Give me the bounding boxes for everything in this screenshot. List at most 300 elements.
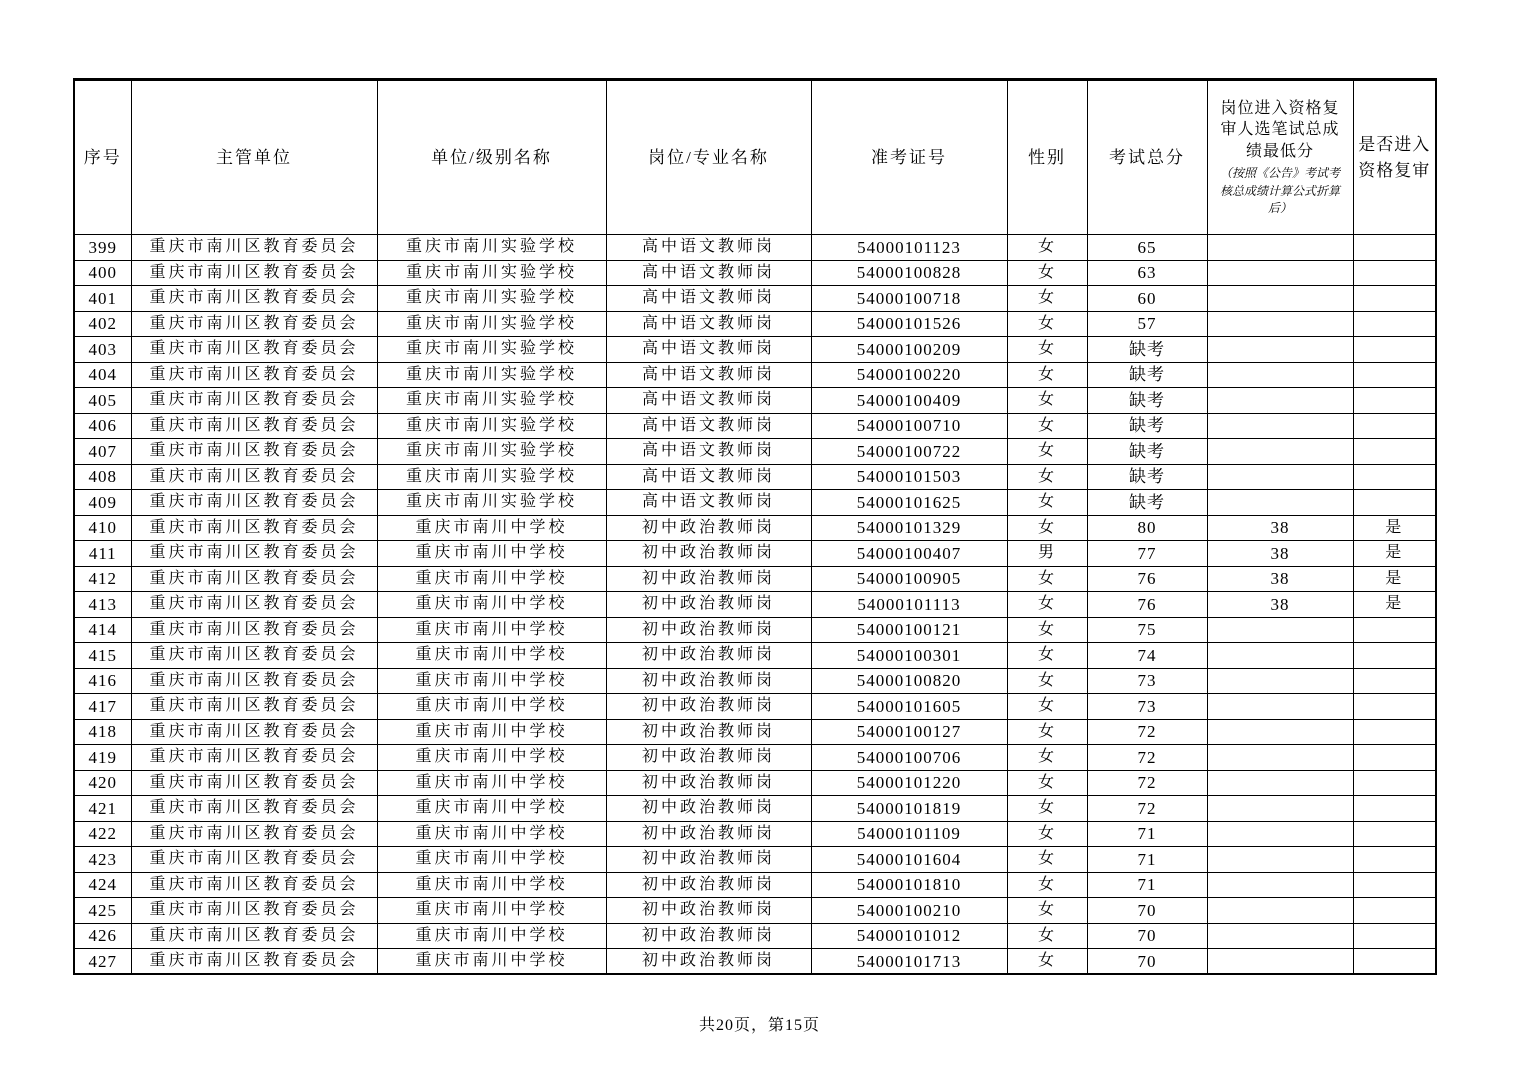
table-cell: 72 — [1087, 745, 1207, 771]
table-cell: 重庆市南川区教育委员会 — [131, 260, 377, 286]
table-cell: 初中政治教师岗 — [606, 770, 811, 796]
table-body — [74, 235, 1436, 975]
table-cell: 54000101113 — [811, 592, 1007, 618]
table-cell: 高中语文教师岗 — [606, 337, 811, 363]
table-cell — [1207, 337, 1353, 363]
table-cell: 405 — [74, 388, 131, 414]
header-min-score — [1207, 80, 1353, 235]
header-gender: 性别 — [1007, 80, 1087, 235]
table-cell: 408 — [74, 464, 131, 490]
table-row — [74, 260, 1436, 286]
table-cell — [1207, 949, 1353, 975]
table-cell: 初中政治教师岗 — [606, 796, 811, 822]
table-cell: 重庆市南川中学校 — [377, 592, 606, 618]
table-cell: 重庆市南川区教育委员会 — [131, 796, 377, 822]
table-cell: 417 — [74, 694, 131, 720]
table-cell — [1207, 719, 1353, 745]
table-cell — [1207, 490, 1353, 516]
table-cell: 初中政治教师岗 — [606, 923, 811, 949]
table-cell: 54000100121 — [811, 617, 1007, 643]
table-cell: 重庆市南川区教育委员会 — [131, 566, 377, 592]
table-cell: 女 — [1007, 770, 1087, 796]
table-cell: 57 — [1087, 311, 1207, 337]
table-cell: 54000101810 — [811, 872, 1007, 898]
table-cell: 54000100718 — [811, 286, 1007, 312]
table-cell: 女 — [1007, 923, 1087, 949]
table-cell: 54000100210 — [811, 898, 1007, 924]
table-cell: 38 — [1207, 541, 1353, 567]
table-cell: 重庆市南川实验学校 — [377, 286, 606, 312]
table-cell: 54000101713 — [811, 949, 1007, 975]
table-cell: 重庆市南川中学校 — [377, 566, 606, 592]
table-row — [74, 439, 1436, 465]
table-cell — [1207, 388, 1353, 414]
table-cell: 重庆市南川中学校 — [377, 719, 606, 745]
table-cell: 女 — [1007, 694, 1087, 720]
table-cell: 初中政治教师岗 — [606, 898, 811, 924]
table-cell: 54000101109 — [811, 821, 1007, 847]
table-cell: 77 — [1087, 541, 1207, 567]
table-cell: 重庆市南川实验学校 — [377, 235, 606, 261]
table-cell: 54000101012 — [811, 923, 1007, 949]
table-row — [74, 413, 1436, 439]
table-cell: 高中语文教师岗 — [606, 311, 811, 337]
table-cell: 女 — [1007, 949, 1087, 975]
page-footer: 共20页，第15页 — [698, 1017, 820, 1034]
table-cell — [1207, 770, 1353, 796]
table-cell: 女 — [1007, 413, 1087, 439]
table-cell: 重庆市南川区教育委员会 — [131, 592, 377, 618]
table-cell: 高中语文教师岗 — [606, 362, 811, 388]
table-row — [74, 311, 1436, 337]
table-cell: 重庆市南川实验学校 — [377, 337, 606, 363]
table-cell — [1207, 643, 1353, 669]
table-cell: 女 — [1007, 235, 1087, 261]
table-cell: 重庆市南川区教育委员会 — [131, 464, 377, 490]
table-cell: 重庆市南川实验学校 — [377, 413, 606, 439]
table-cell: 54000100828 — [811, 260, 1007, 286]
table-cell: 初中政治教师岗 — [606, 566, 811, 592]
table-cell: 75 — [1087, 617, 1207, 643]
table-cell: 女 — [1007, 362, 1087, 388]
table-cell: 女 — [1007, 617, 1087, 643]
table-cell: 402 — [74, 311, 131, 337]
table-cell: 缺考 — [1087, 337, 1207, 363]
table-cell: 54000101503 — [811, 464, 1007, 490]
table-cell: 72 — [1087, 796, 1207, 822]
table-cell: 重庆市南川区教育委员会 — [131, 821, 377, 847]
table-cell: 重庆市南川中学校 — [377, 770, 606, 796]
table-cell — [1207, 796, 1353, 822]
table-cell: 女 — [1007, 439, 1087, 465]
table-cell — [1353, 311, 1436, 337]
table-row — [74, 464, 1436, 490]
table-cell: 女 — [1007, 668, 1087, 694]
table-cell: 54000100220 — [811, 362, 1007, 388]
table-cell: 414 — [74, 617, 131, 643]
table-cell: 54000100127 — [811, 719, 1007, 745]
table-cell — [1353, 694, 1436, 720]
table-row — [74, 617, 1436, 643]
table-cell: 65 — [1087, 235, 1207, 261]
table-row — [74, 235, 1436, 261]
table-cell: 重庆市南川中学校 — [377, 898, 606, 924]
table-cell — [1353, 388, 1436, 414]
table-cell: 女 — [1007, 464, 1087, 490]
table-cell: 54000100409 — [811, 388, 1007, 414]
table-cell: 54000100209 — [811, 337, 1007, 363]
results-table — [73, 78, 1437, 975]
table-cell — [1353, 413, 1436, 439]
table-cell: 71 — [1087, 847, 1207, 873]
table-cell — [1353, 337, 1436, 363]
table-row — [74, 490, 1436, 516]
table-cell — [1207, 872, 1353, 898]
table-cell — [1207, 413, 1353, 439]
table-cell — [1353, 770, 1436, 796]
table-cell — [1353, 439, 1436, 465]
table-cell: 400 — [74, 260, 131, 286]
table-cell: 73 — [1087, 694, 1207, 720]
table-cell: 重庆市南川实验学校 — [377, 490, 606, 516]
table-cell: 72 — [1087, 770, 1207, 796]
table-cell: 重庆市南川实验学校 — [377, 464, 606, 490]
table-cell: 401 — [74, 286, 131, 312]
table-cell: 女 — [1007, 745, 1087, 771]
table-cell: 54000100710 — [811, 413, 1007, 439]
table-cell: 女 — [1007, 592, 1087, 618]
table-cell — [1353, 847, 1436, 873]
table-cell: 初中政治教师岗 — [606, 515, 811, 541]
table-cell: 420 — [74, 770, 131, 796]
table-cell: 初中政治教师岗 — [606, 872, 811, 898]
table-cell: 重庆市南川区教育委员会 — [131, 617, 377, 643]
table-cell: 403 — [74, 337, 131, 363]
table-cell: 76 — [1087, 566, 1207, 592]
table-cell — [1353, 949, 1436, 975]
table-cell: 重庆市南川中学校 — [377, 643, 606, 669]
table-cell: 重庆市南川区教育委员会 — [131, 872, 377, 898]
table-cell: 重庆市南川区教育委员会 — [131, 388, 377, 414]
table-cell: 重庆市南川区教育委员会 — [131, 541, 377, 567]
table-cell — [1353, 719, 1436, 745]
table-cell: 重庆市南川中学校 — [377, 515, 606, 541]
table-cell — [1207, 745, 1353, 771]
table-cell — [1353, 745, 1436, 771]
table-cell — [1207, 439, 1353, 465]
table-cell: 初中政治教师岗 — [606, 949, 811, 975]
table-cell: 女 — [1007, 796, 1087, 822]
header-seq: 序号 — [74, 80, 131, 235]
table-cell: 54000100905 — [811, 566, 1007, 592]
table-cell: 38 — [1207, 515, 1353, 541]
table-cell — [1353, 260, 1436, 286]
table-cell — [1353, 617, 1436, 643]
header-ticket-number: 准考证号 — [811, 80, 1007, 235]
table-cell: 初中政治教师岗 — [606, 592, 811, 618]
table-cell: 72 — [1087, 719, 1207, 745]
header-total-score: 考试总分 — [1087, 80, 1207, 235]
table-cell: 54000101819 — [811, 796, 1007, 822]
table-cell: 54000101329 — [811, 515, 1007, 541]
table-cell: 重庆市南川区教育委员会 — [131, 490, 377, 516]
table-cell: 高中语文教师岗 — [606, 286, 811, 312]
table-cell: 初中政治教师岗 — [606, 847, 811, 873]
table-cell: 38 — [1207, 566, 1353, 592]
table-cell: 重庆市南川中学校 — [377, 796, 606, 822]
table-cell: 63 — [1087, 260, 1207, 286]
table-row — [74, 872, 1436, 898]
table-cell: 419 — [74, 745, 131, 771]
table-cell — [1207, 898, 1353, 924]
table-cell: 女 — [1007, 847, 1087, 873]
table-cell: 54000100820 — [811, 668, 1007, 694]
table-cell: 74 — [1087, 643, 1207, 669]
table-cell: 60 — [1087, 286, 1207, 312]
table-cell — [1207, 362, 1353, 388]
table-cell: 407 — [74, 439, 131, 465]
table-cell: 54000101625 — [811, 490, 1007, 516]
table-cell: 高中语文教师岗 — [606, 260, 811, 286]
table-cell: 406 — [74, 413, 131, 439]
table-row — [74, 337, 1436, 363]
table-cell — [1207, 311, 1353, 337]
table-cell: 411 — [74, 541, 131, 567]
table-cell: 54000101123 — [811, 235, 1007, 261]
table-cell: 54000101604 — [811, 847, 1007, 873]
table-cell: 女 — [1007, 337, 1087, 363]
table-cell: 高中语文教师岗 — [606, 439, 811, 465]
header-unit-level-name: 单位/级别名称 — [377, 80, 606, 235]
table-cell: 是 — [1353, 515, 1436, 541]
table-cell: 重庆市南川中学校 — [377, 923, 606, 949]
table-cell: 高中语文教师岗 — [606, 235, 811, 261]
table-row — [74, 821, 1436, 847]
table-cell: 女 — [1007, 643, 1087, 669]
table-cell — [1353, 923, 1436, 949]
table-row — [74, 643, 1436, 669]
table-cell — [1353, 286, 1436, 312]
table-cell: 重庆市南川区教育委员会 — [131, 515, 377, 541]
table-row — [74, 949, 1436, 975]
table-cell: 399 — [74, 235, 131, 261]
table-cell: 女 — [1007, 719, 1087, 745]
table-row — [74, 898, 1436, 924]
table-cell: 女 — [1007, 260, 1087, 286]
table-cell — [1207, 847, 1353, 873]
table-cell: 80 — [1087, 515, 1207, 541]
table-cell — [1207, 235, 1353, 261]
table-cell: 重庆市南川区教育委员会 — [131, 362, 377, 388]
table-cell: 重庆市南川区教育委员会 — [131, 311, 377, 337]
table-cell — [1353, 464, 1436, 490]
table-cell: 是 — [1353, 592, 1436, 618]
table-cell: 404 — [74, 362, 131, 388]
table-cell: 38 — [1207, 592, 1353, 618]
table-cell — [1207, 260, 1353, 286]
table-cell: 女 — [1007, 388, 1087, 414]
table-cell — [1207, 286, 1353, 312]
table-cell: 424 — [74, 872, 131, 898]
table-row — [74, 362, 1436, 388]
table-header — [74, 80, 1436, 235]
table-cell: 重庆市南川中学校 — [377, 821, 606, 847]
header-min-score-title: 岗位进入资格复审人选笔试总成绩最低分 — [1220, 99, 1340, 160]
table-cell: 重庆市南川区教育委员会 — [131, 668, 377, 694]
table-cell — [1207, 923, 1353, 949]
table-row — [74, 541, 1436, 567]
table-cell: 缺考 — [1087, 413, 1207, 439]
table-cell: 416 — [74, 668, 131, 694]
table-cell: 是 — [1353, 566, 1436, 592]
table-cell: 421 — [74, 796, 131, 822]
table-cell: 重庆市南川区教育委员会 — [131, 337, 377, 363]
table-cell — [1353, 490, 1436, 516]
table-cell: 重庆市南川实验学校 — [377, 362, 606, 388]
table-cell: 71 — [1087, 872, 1207, 898]
header-row — [74, 80, 1436, 235]
header-supervisor-unit: 主管单位 — [131, 80, 377, 235]
table-cell: 427 — [74, 949, 131, 975]
table-cell — [1353, 821, 1436, 847]
table-cell — [1207, 617, 1353, 643]
table-cell: 重庆市南川区教育委员会 — [131, 745, 377, 771]
table-cell: 423 — [74, 847, 131, 873]
table-cell: 409 — [74, 490, 131, 516]
table-row — [74, 770, 1436, 796]
table-cell — [1353, 362, 1436, 388]
header-review-flag: 是否进入资格复审 — [1353, 80, 1436, 235]
table-cell: 高中语文教师岗 — [606, 388, 811, 414]
table-cell: 初中政治教师岗 — [606, 643, 811, 669]
table-cell: 415 — [74, 643, 131, 669]
table-cell: 缺考 — [1087, 362, 1207, 388]
table-cell: 54000100706 — [811, 745, 1007, 771]
table-row — [74, 592, 1436, 618]
header-position-name: 岗位/专业名称 — [606, 80, 811, 235]
table-row — [74, 745, 1436, 771]
table-cell: 重庆市南川区教育委员会 — [131, 949, 377, 975]
table-cell: 73 — [1087, 668, 1207, 694]
table-cell: 54000100407 — [811, 541, 1007, 567]
table-cell: 70 — [1087, 923, 1207, 949]
table-cell: 女 — [1007, 898, 1087, 924]
table-cell: 重庆市南川中学校 — [377, 694, 606, 720]
table-cell: 重庆市南川实验学校 — [377, 439, 606, 465]
table-cell: 初中政治教师岗 — [606, 745, 811, 771]
table-cell: 重庆市南川中学校 — [377, 668, 606, 694]
table-row — [74, 388, 1436, 414]
table-cell: 缺考 — [1087, 490, 1207, 516]
table-cell: 422 — [74, 821, 131, 847]
table-row — [74, 286, 1436, 312]
table-cell: 高中语文教师岗 — [606, 490, 811, 516]
table-cell — [1353, 668, 1436, 694]
table-row — [74, 515, 1436, 541]
table-cell: 418 — [74, 719, 131, 745]
table-cell: 重庆市南川中学校 — [377, 745, 606, 771]
table-cell: 54000100722 — [811, 439, 1007, 465]
table-cell — [1353, 898, 1436, 924]
table-cell: 71 — [1087, 821, 1207, 847]
table-cell: 重庆市南川区教育委员会 — [131, 694, 377, 720]
table-cell — [1207, 668, 1353, 694]
table-cell: 重庆市南川中学校 — [377, 872, 606, 898]
table-cell: 54000101526 — [811, 311, 1007, 337]
table-cell: 初中政治教师岗 — [606, 694, 811, 720]
table-cell — [1207, 694, 1353, 720]
table-cell: 高中语文教师岗 — [606, 413, 811, 439]
table-cell: 缺考 — [1087, 464, 1207, 490]
table-row — [74, 668, 1436, 694]
table-cell: 初中政治教师岗 — [606, 668, 811, 694]
table-cell: 重庆市南川区教育委员会 — [131, 643, 377, 669]
table-cell: 重庆市南川区教育委员会 — [131, 898, 377, 924]
table-cell: 女 — [1007, 821, 1087, 847]
table-cell — [1353, 235, 1436, 261]
table-cell: 重庆市南川区教育委员会 — [131, 719, 377, 745]
table-row — [74, 694, 1436, 720]
table-cell: 女 — [1007, 566, 1087, 592]
table-cell: 426 — [74, 923, 131, 949]
table-row — [74, 719, 1436, 745]
table-cell: 初中政治教师岗 — [606, 719, 811, 745]
table-row — [74, 796, 1436, 822]
table-cell: 重庆市南川中学校 — [377, 847, 606, 873]
table-cell: 重庆市南川区教育委员会 — [131, 286, 377, 312]
table-cell: 初中政治教师岗 — [606, 617, 811, 643]
table-row — [74, 923, 1436, 949]
table-cell: 男 — [1007, 541, 1087, 567]
table-cell: 女 — [1007, 311, 1087, 337]
table-row — [74, 847, 1436, 873]
table-cell: 高中语文教师岗 — [606, 464, 811, 490]
table-cell: 重庆市南川中学校 — [377, 541, 606, 567]
table-cell: 重庆市南川中学校 — [377, 949, 606, 975]
table-cell: 重庆市南川区教育委员会 — [131, 413, 377, 439]
table-cell: 412 — [74, 566, 131, 592]
table-cell: 54000101605 — [811, 694, 1007, 720]
table-cell: 413 — [74, 592, 131, 618]
table-cell: 重庆市南川区教育委员会 — [131, 235, 377, 261]
table-cell — [1353, 872, 1436, 898]
table-cell: 70 — [1087, 949, 1207, 975]
table-cell: 425 — [74, 898, 131, 924]
table-cell: 初中政治教师岗 — [606, 541, 811, 567]
table-cell: 女 — [1007, 286, 1087, 312]
table-cell: 重庆市南川区教育委员会 — [131, 923, 377, 949]
table-cell: 70 — [1087, 898, 1207, 924]
table-cell: 缺考 — [1087, 388, 1207, 414]
table-cell: 重庆市南川中学校 — [377, 617, 606, 643]
header-min-score-note: （按照《公告》考试考核总成绩计算公式折算后） — [1219, 166, 1340, 216]
table-cell: 女 — [1007, 515, 1087, 541]
table-cell: 54000100301 — [811, 643, 1007, 669]
table-cell: 54000101220 — [811, 770, 1007, 796]
table-cell: 是 — [1353, 541, 1436, 567]
table-cell: 重庆市南川区教育委员会 — [131, 847, 377, 873]
table-cell: 重庆市南川实验学校 — [377, 311, 606, 337]
table-cell: 缺考 — [1087, 439, 1207, 465]
table-cell: 410 — [74, 515, 131, 541]
table-cell: 初中政治教师岗 — [606, 821, 811, 847]
table-cell — [1207, 821, 1353, 847]
table-cell: 重庆市南川实验学校 — [377, 260, 606, 286]
table-cell: 重庆市南川区教育委员会 — [131, 439, 377, 465]
table-cell: 76 — [1087, 592, 1207, 618]
table-cell: 女 — [1007, 872, 1087, 898]
table-cell: 女 — [1007, 490, 1087, 516]
